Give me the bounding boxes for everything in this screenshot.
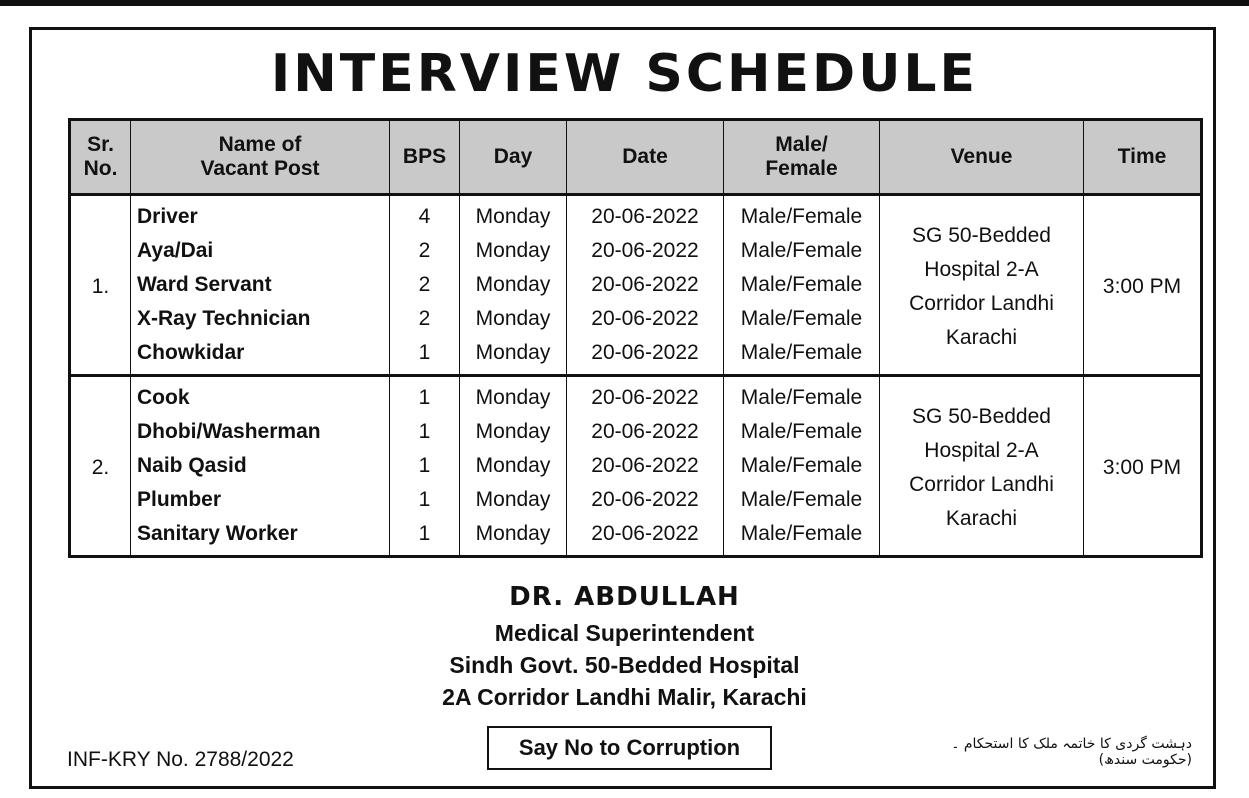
reference-number: INF-KRY No. 2788/2022 bbox=[67, 748, 294, 771]
gender: Male/Female bbox=[724, 517, 880, 557]
post-name: Sanitary Worker bbox=[131, 517, 390, 557]
header-sr: Sr. No. bbox=[70, 120, 131, 195]
table-row bbox=[70, 195, 1202, 235]
interview-date: 20-06-2022 bbox=[567, 376, 724, 416]
interview-day: Monday bbox=[460, 234, 567, 268]
serial-number: 1. bbox=[70, 195, 131, 376]
signatory-name: DR. ABDULLAH bbox=[509, 582, 740, 612]
signatory-address: 2A Corridor Landhi Malir, Karachi bbox=[442, 684, 807, 710]
post-name: Chowkidar bbox=[131, 336, 390, 376]
venue-line: SG 50-Bedded bbox=[912, 405, 1051, 428]
interview-date: 20-06-2022 bbox=[567, 483, 724, 517]
page-title: INTERVIEW SCHEDULE bbox=[270, 44, 979, 104]
interview-time: 3:00 PM bbox=[1084, 376, 1202, 557]
post-name: X-Ray Technician bbox=[131, 302, 390, 336]
signatory-organization: Sindh Govt. 50-Bedded Hospital bbox=[449, 652, 800, 678]
post-name: Aya/Dai bbox=[131, 234, 390, 268]
interview-day: Monday bbox=[460, 268, 567, 302]
bps-grade: 1 bbox=[390, 336, 460, 376]
header-date: Date bbox=[567, 120, 724, 195]
header-row bbox=[70, 120, 1202, 195]
header-post: Name of Vacant Post bbox=[131, 120, 390, 195]
venue-line: Karachi bbox=[945, 507, 1018, 530]
header-gender: Male/ Female bbox=[724, 120, 880, 195]
bps-grade: 1 bbox=[390, 517, 460, 557]
venue-line: Karachi bbox=[945, 326, 1018, 349]
venue bbox=[880, 195, 1084, 376]
bps-grade: 4 bbox=[390, 195, 460, 235]
post-name: Plumber bbox=[131, 483, 390, 517]
gender: Male/Female bbox=[724, 449, 880, 483]
interview-day: Monday bbox=[460, 376, 567, 416]
gender: Male/Female bbox=[724, 234, 880, 268]
venue bbox=[880, 376, 1084, 557]
gender: Male/Female bbox=[724, 195, 880, 235]
header-time: Time bbox=[1084, 120, 1202, 195]
schedule-table bbox=[68, 118, 1203, 558]
header-venue: Venue bbox=[880, 120, 1084, 195]
post-name: Naib Qasid bbox=[131, 449, 390, 483]
post-name: Ward Servant bbox=[131, 268, 390, 302]
top-rule bbox=[0, 0, 1249, 6]
interview-day: Monday bbox=[460, 483, 567, 517]
post-name: Dhobi/Washerman bbox=[131, 415, 390, 449]
serial-number: 2. bbox=[70, 376, 131, 557]
gender: Male/Female bbox=[724, 483, 880, 517]
post-name: Driver bbox=[131, 195, 390, 235]
bps-grade: 1 bbox=[390, 376, 460, 416]
venue-line: Hospital 2-A bbox=[924, 258, 1039, 281]
bps-grade: 2 bbox=[390, 234, 460, 268]
interview-date: 20-06-2022 bbox=[567, 302, 724, 336]
interview-day: Monday bbox=[460, 336, 567, 376]
interview-date: 20-06-2022 bbox=[567, 195, 724, 235]
interview-date: 20-06-2022 bbox=[567, 336, 724, 376]
gender: Male/Female bbox=[724, 376, 880, 416]
urdu-slogan: دہشت گردی کا خاتمہ ملک کا استحکام ۔(حکومت سندھ) bbox=[951, 736, 1192, 768]
venue-line: Corridor Landhi bbox=[909, 473, 1054, 496]
interview-day: Monday bbox=[460, 302, 567, 336]
interview-date: 20-06-2022 bbox=[567, 234, 724, 268]
post-name: Cook bbox=[131, 376, 390, 416]
interview-day: Monday bbox=[460, 517, 567, 557]
gender: Male/Female bbox=[724, 302, 880, 336]
venue-line: SG 50-Bedded bbox=[912, 224, 1051, 247]
gender: Male/Female bbox=[724, 415, 880, 449]
bps-grade: 1 bbox=[390, 483, 460, 517]
bps-grade: 2 bbox=[390, 268, 460, 302]
interview-day: Monday bbox=[460, 449, 567, 483]
gender: Male/Female bbox=[724, 336, 880, 376]
bps-grade: 1 bbox=[390, 415, 460, 449]
header-day: Day bbox=[460, 120, 567, 195]
interview-day: Monday bbox=[460, 415, 567, 449]
gender: Male/Female bbox=[724, 268, 880, 302]
interview-time: 3:00 PM bbox=[1084, 195, 1202, 376]
interview-day: Monday bbox=[460, 195, 567, 235]
venue-line: Hospital 2-A bbox=[924, 439, 1039, 462]
interview-date: 20-06-2022 bbox=[567, 449, 724, 483]
venue-line: Corridor Landhi bbox=[909, 292, 1054, 315]
signatory-designation: Medical Superintendent bbox=[494, 620, 755, 646]
header-bps: BPS bbox=[390, 120, 460, 195]
bps-grade: 1 bbox=[390, 449, 460, 483]
interview-date: 20-06-2022 bbox=[567, 415, 724, 449]
anti-corruption-slogan: Say No to Corruption bbox=[487, 726, 772, 770]
bps-grade: 2 bbox=[390, 302, 460, 336]
table-row bbox=[70, 376, 1202, 416]
interview-date: 20-06-2022 bbox=[567, 517, 724, 557]
interview-date: 20-06-2022 bbox=[567, 268, 724, 302]
